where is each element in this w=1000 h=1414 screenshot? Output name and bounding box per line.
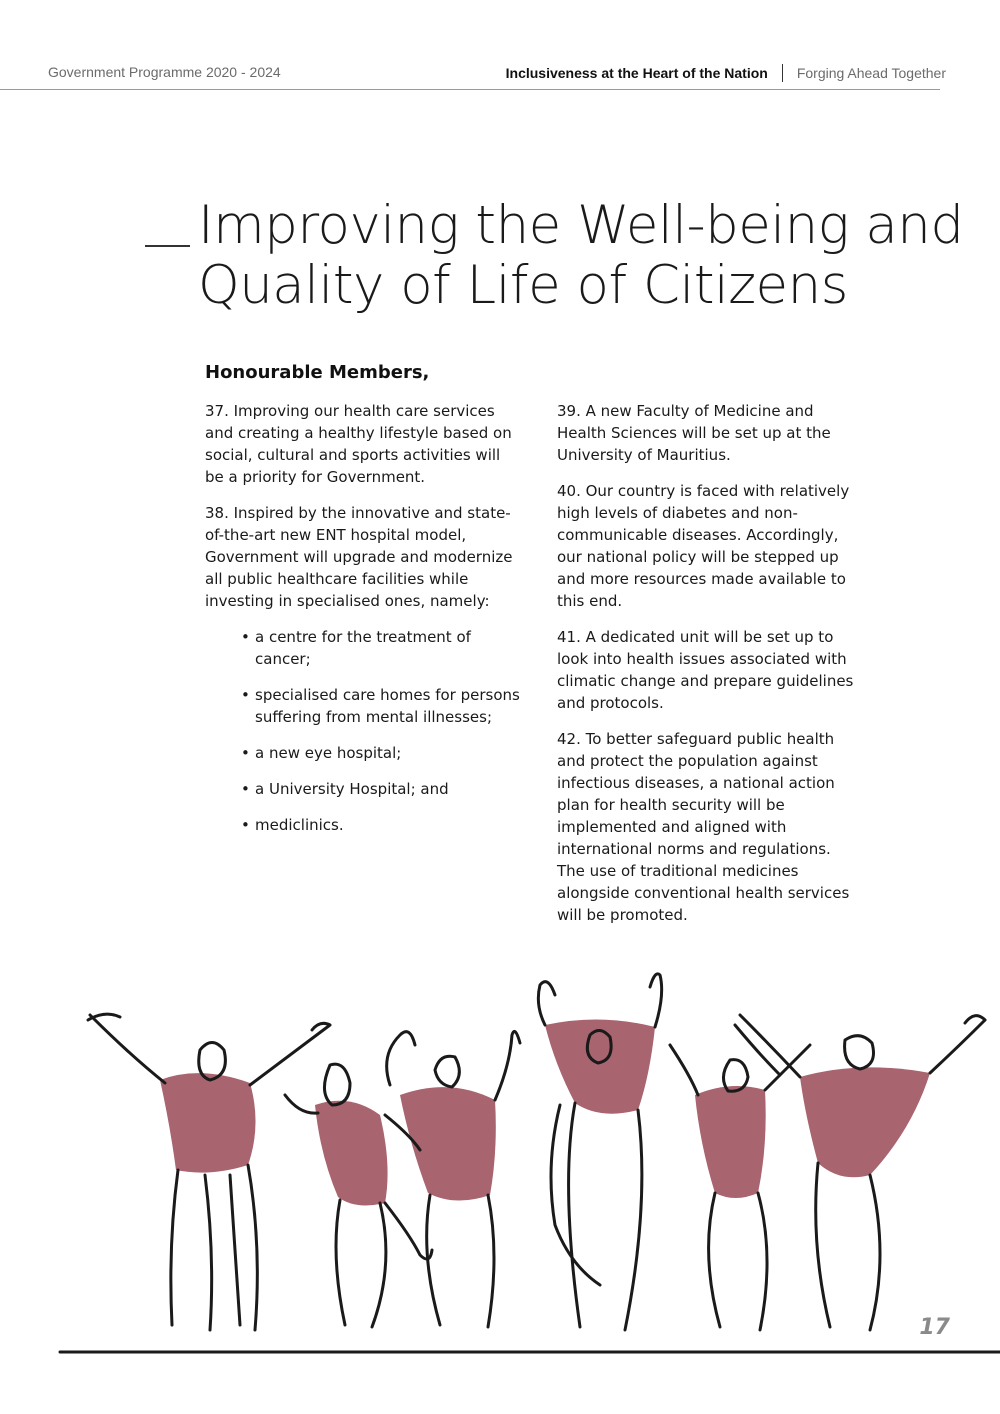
facilities-list [205, 626, 523, 836]
list-item-text: a centre for the treatment of cancer; [255, 628, 471, 668]
header-tagline-sub: Forging Ahead Together [796, 65, 946, 81]
bullet-icon: • [241, 628, 250, 646]
paragraph-37: 37. Improving our health care services and creating a healthy lifestyle based on social, cultural and sports activities will be a priority for Government. [205, 402, 512, 486]
shirts [160, 1019, 930, 1205]
page-title-line-2: Quality of Life of Citizens [198, 255, 848, 316]
list-item-text: specialised care homes for persons suffering from mental illnesses; [255, 686, 520, 726]
shirt-1 [160, 1073, 256, 1172]
paragraph-38: 38. Inspired by the innovative and state-of-the-art new ENT hospital model, Government will upgrade and modernize all public healthcare facilities while investing in specialised ones, namely: [205, 504, 513, 610]
salutation: Honourable Members, [205, 362, 430, 383]
celebrating-people-illustration [0, 965, 1000, 1360]
header-tagline-main: Inclusiveness at the Heart of the Nation [505, 65, 768, 81]
bullet-icon: • [241, 816, 250, 834]
right-column [557, 400, 863, 940]
title-dash [145, 245, 190, 247]
list-item-text: a new eye hospital; [255, 744, 402, 762]
page-title-line-1: Improving the Well-being and [198, 195, 964, 256]
list-item [205, 742, 523, 764]
bullet-icon: • [241, 744, 250, 762]
list-item-text: a University Hospital; and [255, 780, 449, 798]
paragraph-41: 41. A dedicated unit will be set up to look into health issues associated with climatic change and prepare guidelines and protocols. [557, 628, 854, 712]
list-item [205, 778, 523, 800]
list-item [205, 626, 523, 670]
left-column [205, 400, 523, 850]
paragraph-42: 42. To better safeguard public health and protect the population against infectious diseases, a national action plan for health security will be implemented and aligned with international norms and regulations. The use of traditional medicines alongside conventional health services will be promoted. [557, 730, 850, 924]
paragraph-40: 40. Our country is faced with relatively high levels of diabetes and non-communicable diseases. Accordingly, our national policy will be stepped up and more resources made available to this end. [557, 482, 850, 610]
shirt-5 [695, 1086, 766, 1198]
bullet-icon: • [241, 780, 250, 798]
bullet-icon: • [241, 686, 250, 704]
shirt-4 [545, 1019, 655, 1113]
list-item [205, 684, 523, 728]
page-title [198, 196, 964, 316]
paragraph-39: 39. A new Faculty of Medicine and Health Sciences will be set up at the University of Mauritius. [557, 402, 831, 464]
header-tagline [506, 64, 946, 82]
list-item [205, 814, 523, 836]
header-separator [782, 64, 783, 82]
header-rule [0, 89, 940, 90]
header-programme-title: Government Programme 2020 - 2024 [48, 64, 281, 80]
page-number: 17 [919, 1315, 950, 1340]
list-item-text: mediclinics. [255, 816, 344, 834]
shirt-6 [800, 1067, 930, 1177]
shirt-2 [315, 1101, 388, 1206]
